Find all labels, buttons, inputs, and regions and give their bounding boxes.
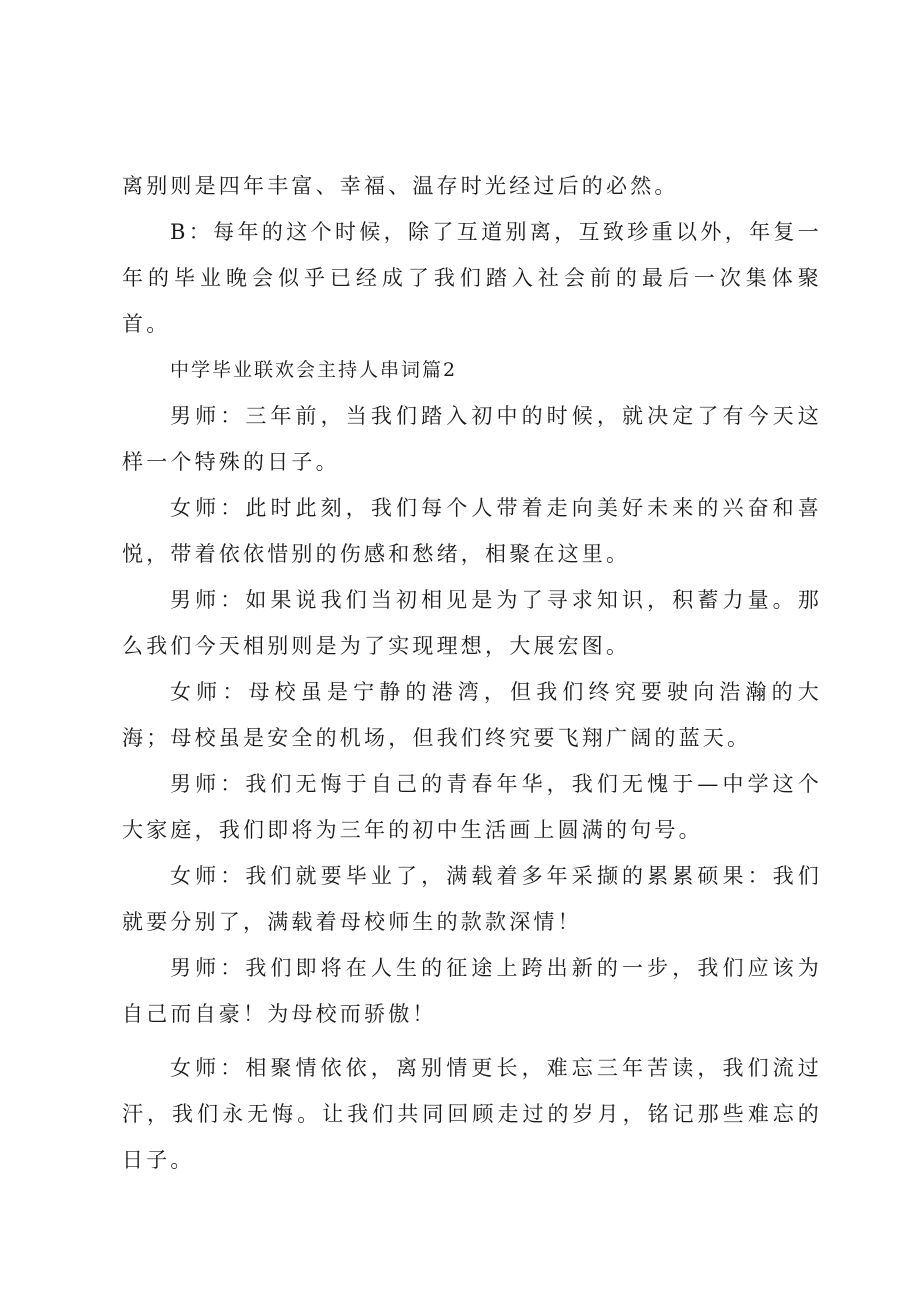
document-body [122,163,822,1183]
paragraph-host-b: B：每年的这个时候，除了互道别离，互致珍重以外，年复一年的毕业晚会似乎已经成了我们踏入社会前的最后一次集体聚首。 [122,220,822,336]
section-title: 中学毕业联欢会主持人串词篇2 [170,359,458,381]
paragraph-female-host-4: 女师：相聚情依依，离别情更长，难忘三年苦读，我们流过汗，我们永无悔。让我们共同回顾走过的岁月，铭记那些难忘的日子。 [122,1056,822,1172]
paragraph-closing-line: 离别则是四年丰富、幸福、温存时光经过后的必然。 [122,174,679,198]
paragraph-male-host-3: 男师：我们无悔于自己的青春年华，我们无愧于—中学这个大家庭，我们即将为三年的初中生活画上圆满的句号。 [122,772,822,842]
paragraph-female-host-3: 女师：我们就要毕业了，满载着多年采撷的累累硕果：我们就要分别了，满载着母校师生的款款深情！ [122,864,822,934]
paragraph-male-host-2: 男师：如果说我们当初相见是为了寻求知识，积蓄力量。那么我们今天相别则是为了实现理想，大展宏图。 [122,588,822,658]
paragraph-male-host-4: 男师：我们即将在人生的征途上跨出新的一步，我们应该为自己而自豪！为母校而骄傲！ [122,956,822,1026]
paragraph-male-host-1: 男师：三年前，当我们踏入初中的时候，就决定了有今天这样一个特殊的日子。 [122,404,822,474]
paragraph-female-host-2: 女师：母校虽是宁静的港湾，但我们终究要驶向浩瀚的大海；母校虽是安全的机场，但我们终究要飞翔广阔的蓝天。 [122,680,822,750]
paragraph-female-host-1: 女师：此时此刻，我们每个人带着走向美好未来的兴奋和喜悦，带着依依惜别的伤感和愁绪，相聚在这里。 [122,496,822,566]
